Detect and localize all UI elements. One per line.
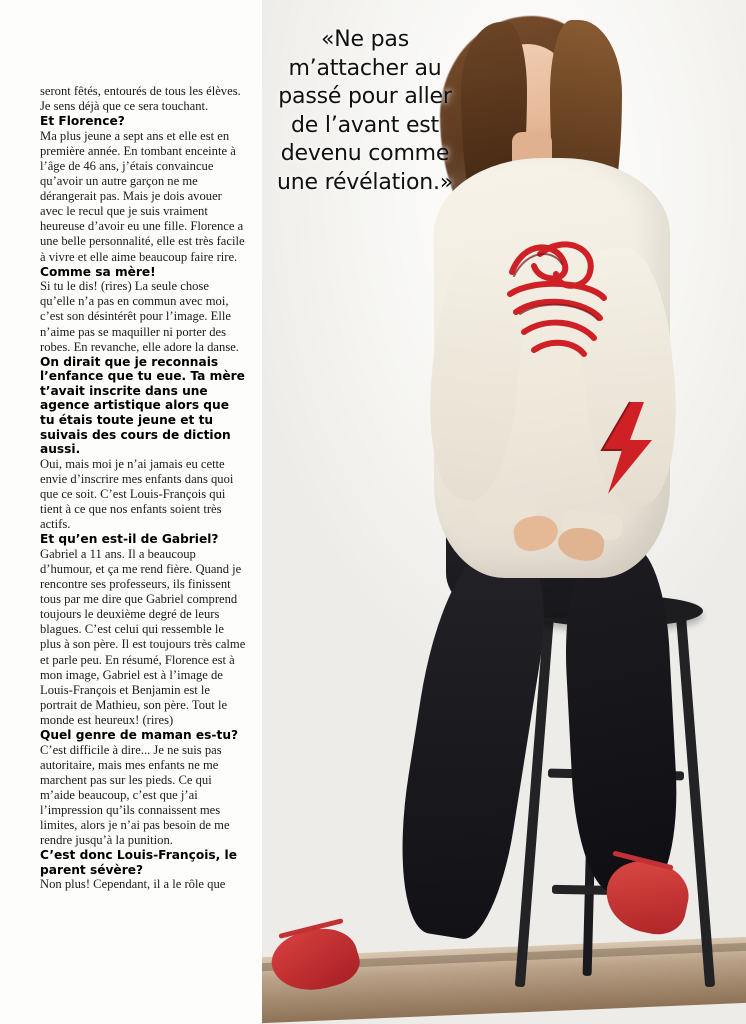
pull-quote: «Ne pas m’attacher au passé pour aller de l’avant est devenu comme une révélation.» <box>276 27 454 195</box>
paragraph-answer: Ma plus jeune a sept ans et elle est en première année. En tombant enceinte à l’âge de 46 ans, j’étais convaincue qu’avoir un autre garçon ne me dérangerait pas. Mais je dois avouer avec le recul que je suis vraiment heureuse d’avoir eu une fille. Florence a une belle personnalité, elle est très facile à vivre et elle aime beaucoup faire rire. <box>40 128 245 264</box>
paragraph-answer: Gabriel a 11 ans. Il a beaucoup d’humour, et ça me rend fière. Quand je rencontre ses professeurs, ils finissent tous par me dire que Gabriel comprend toujours le deuxième degré de leurs blagues. C’est celui qui ressemble le plus à son père. Il est toujours très calme et parle peu. En résumé, Florence est à mon image, Gabriel est à l’image de Louis-François et Benjamin est le portrait de Mathieu, son père. Tout le monde est heureux! (rires) <box>40 546 246 727</box>
paragraph-answer: Oui, mais moi je n’ai jamais eu cette envie d’inscrire mes enfants dans quoi que ce soit. C’est Louis-François qui tient à ce que nos enfants soient très actifs. <box>40 456 234 532</box>
paragraph-question: C’est donc Louis-François, le parent sévère? <box>40 848 237 877</box>
paragraph-answer: seront fêtés, entourés de tous les élèves. Je sens déjà que ce sera touchant. <box>40 84 241 114</box>
paragraph-question: On dirait que je reconnais l’enfance que tu eue. Ta mère t’avait inscrite dans une agence artistique alors que tu étais toute jeune et tu suivais des cours de diction aussi. <box>40 354 245 457</box>
paragraph-answer: Si tu le dis! (rires) La seule chose qu’elle n’a pas en commun avec moi, c’est son désintérêt pour l’image. Elle n’aime pas se maquiller ni porter des robes. En revanche, elle adore la danse. <box>40 279 239 354</box>
sweater-embroidery <box>494 232 624 364</box>
paragraph-answer: C’est difficile à dire... Je ne suis pas autoritaire, mais mes enfants ne me marchent pas sur les pieds. Ce qui m’aide beaucoup, c’est que j’ai l’impression qu’ils connaissent mes limites, alors je n’ai pas besoin de me rendre jusqu’à la punition. <box>40 742 230 848</box>
paragraph-question: Quel genre de maman es-tu? <box>40 728 239 743</box>
paragraph-question: Comme sa mère! <box>40 264 156 279</box>
paragraph-answer: Non plus! Cependant, il a le rôle que <box>40 877 226 892</box>
article-text-column <box>40 84 246 893</box>
sleeve-lightning-bolt-icon <box>592 400 662 496</box>
paragraph-question: Et Florence? <box>40 114 125 129</box>
paragraph-question: Et qu’en est-il de Gabriel? <box>40 532 219 547</box>
